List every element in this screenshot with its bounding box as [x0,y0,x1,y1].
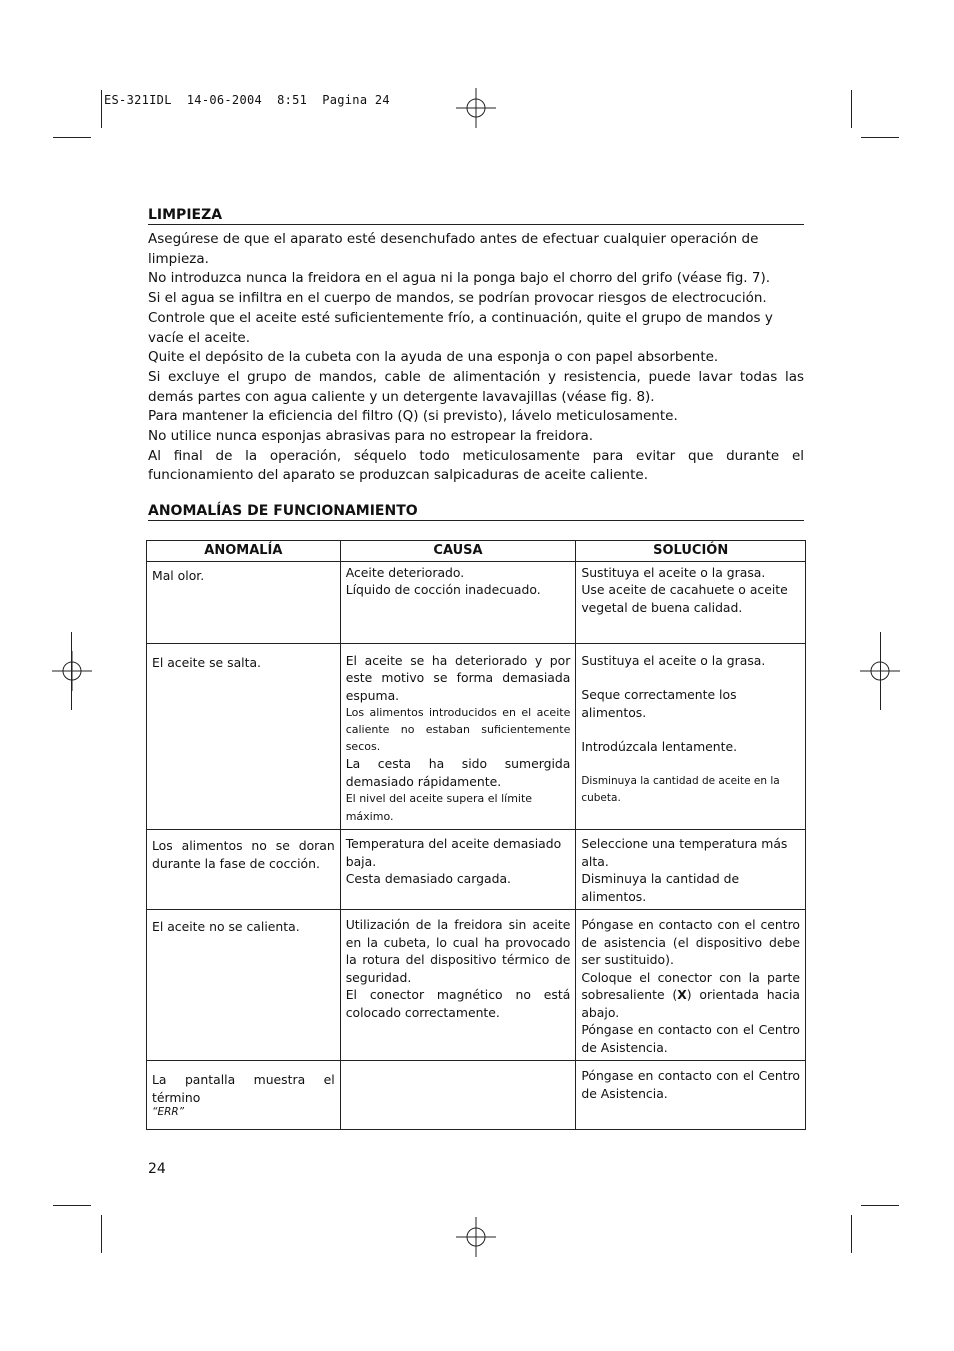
solucion-text: ) orientada hacia abajo. [581,987,800,1020]
cell-causa [340,830,576,910]
registration-mark-icon [52,651,92,691]
cell-causa [340,910,576,1061]
table-header-row [147,541,806,562]
causa-line: Cesta demasiado cargada. [345,871,511,886]
solucion-line: Seque correctamente los alimentos. [581,687,737,720]
solucion-line: Disminuya la cantidad de alimentos. [581,871,740,904]
cell-solucion [576,910,806,1061]
solucion-line: Sustituya el aceite o la grasa. [581,564,766,580]
registration-mark-icon [456,88,496,128]
solucion-line: Use aceite de cacahuete o aceite vegetal de buena calidad. [581,582,788,615]
solucion-line: Disminuya la cantidad de aceite en la cubeta. [581,774,780,804]
cell-solucion [576,830,806,910]
cell-causa [340,561,576,643]
anomalia-text: La pantalla muestra el término [152,1072,335,1105]
solucion-line: Póngase en contacto con el Centro de Asistencia. [581,1068,800,1101]
table-row [147,561,806,643]
causa-line: Temperatura del aceite demasiado baja. [345,836,562,869]
causa-line: Aceite deteriorado. [345,564,465,580]
cell-causa [340,1061,576,1130]
solucion-text: Coloque el conector con la parte sobresaliente ( [581,969,800,1002]
page-number: 24 [148,1161,166,1177]
causa-line: Los alimentos introducidos en el aceite caliente no estaban suficientemente secos. [345,706,571,753]
print-slug: ES-321IDL 14-06-2004 8:51 Pagina 24 [104,93,390,107]
paragraph: Controle que el aceite esté suficientemente frío, a continuación, quite el grupo de mandos y vacíe el aceite. [148,309,773,346]
crop-mark [861,137,899,138]
anomalia-text: El aceite no se calienta. [152,919,300,934]
cell-anomalia [147,643,341,830]
solucion-line: Sustituya el aceite o la grasa. [581,652,766,668]
troubleshooting-table [146,540,806,1130]
causa-line: Líquido de cocción inadecuado. [345,582,541,597]
crop-mark [101,90,102,128]
column-header-solucion: SOLUCIÓN [576,541,806,562]
crop-mark [53,1205,91,1206]
paragraph: Si el agua se infiltra en el cuerpo de mandos, se podrían provocar riesgos de electrocución. [148,290,767,307]
crop-mark [53,137,91,138]
causa-line: Utilización de la freidora sin aceite en la cubeta, lo cual ha provocado la rotura del dispositivo térmico de seguridad. [345,917,571,985]
anomalia-text: Mal olor. [152,567,205,583]
causa-line: La cesta ha sido sumergida demasiado rápidamente. [345,756,571,789]
crop-mark [851,1215,852,1253]
paragraph: Asegúrese de que el aparato esté desenchufado antes de efectuar cualquier operación de limpieza. [148,231,759,267]
cell-anomalia [147,561,341,643]
paragraph: Quite el depósito de la cubeta con la ayuda de una esponja o con papel absorbente. [148,349,719,366]
column-header-causa: CAUSA [340,541,576,562]
paragraph: No introduzca nunca la freidora en el agua ni la ponga bajo el chorro del grifo (véase fig. 7). [148,270,771,287]
solucion-line [581,969,800,1022]
solucion-line: Introdúzcala lentamente. [581,739,738,754]
cell-causa [340,643,576,830]
causa-line: El conector magnético no está colocado correctamente. [345,987,571,1020]
registration-mark-icon [456,1217,496,1257]
causa-line: El aceite se ha deteriorado y por este motivo se forma demasiada espuma. [345,652,571,703]
table-row [147,830,806,910]
paragraph: Al final de la operación, séquelo todo meticulosamente para evitar que durante el funcionamiento del aparato se produzcan salpicaduras de aceite caliente. [148,447,804,484]
crop-mark [71,632,72,710]
cell-anomalia [147,910,341,1061]
solucion-line: Seleccione una temperatura más alta. [581,836,788,869]
column-header-anomalia: ANOMALÍA [147,541,341,562]
cell-solucion [576,561,806,643]
crop-mark [861,1205,899,1206]
paragraph: Si excluye el grupo de mandos, cable de alimentación y resistencia, puede lavar todas las demás partes con agua caliente y un detergente lavavajillas (véase fig. 8). [148,368,804,405]
section-title-anomalias: ANOMALÍAS DE FUNCIONAMIENTO [148,503,804,521]
solucion-line: Póngase en contacto con el Centro de Asistencia. [581,1022,800,1055]
cell-anomalia [147,1061,341,1130]
paragraph: No utilice nunca esponjas abrasivas para no estropear la freidora. [148,428,594,445]
causa-line: El nivel del aceite supera el límite máximo. [345,792,533,823]
table-row [147,1061,806,1130]
paragraph: Para mantener la eficiencia del filtro (Q) (si previsto), lávelo meticulosamente. [148,408,678,425]
section-title-limpieza: LIMPIEZA [148,207,804,225]
anomalia-text: Los alimentos no se doran durante la fase de cocción. [152,838,335,871]
table-row [147,643,806,830]
error-term: “ERR” [152,1106,185,1118]
solucion-line: Póngase en contacto con el centro de asistencia (el dispositivo debe ser sustituido). [581,917,800,967]
crop-mark [851,90,852,128]
crop-mark [880,632,881,710]
anomalia-text: El aceite se salta. [152,654,261,670]
limpieza-body [148,230,804,486]
table-row [147,910,806,1061]
cell-solucion [576,643,806,830]
crop-mark [101,1215,102,1253]
cell-solucion [576,1061,806,1130]
connector-label: X [677,987,687,1002]
cell-anomalia [147,830,341,910]
